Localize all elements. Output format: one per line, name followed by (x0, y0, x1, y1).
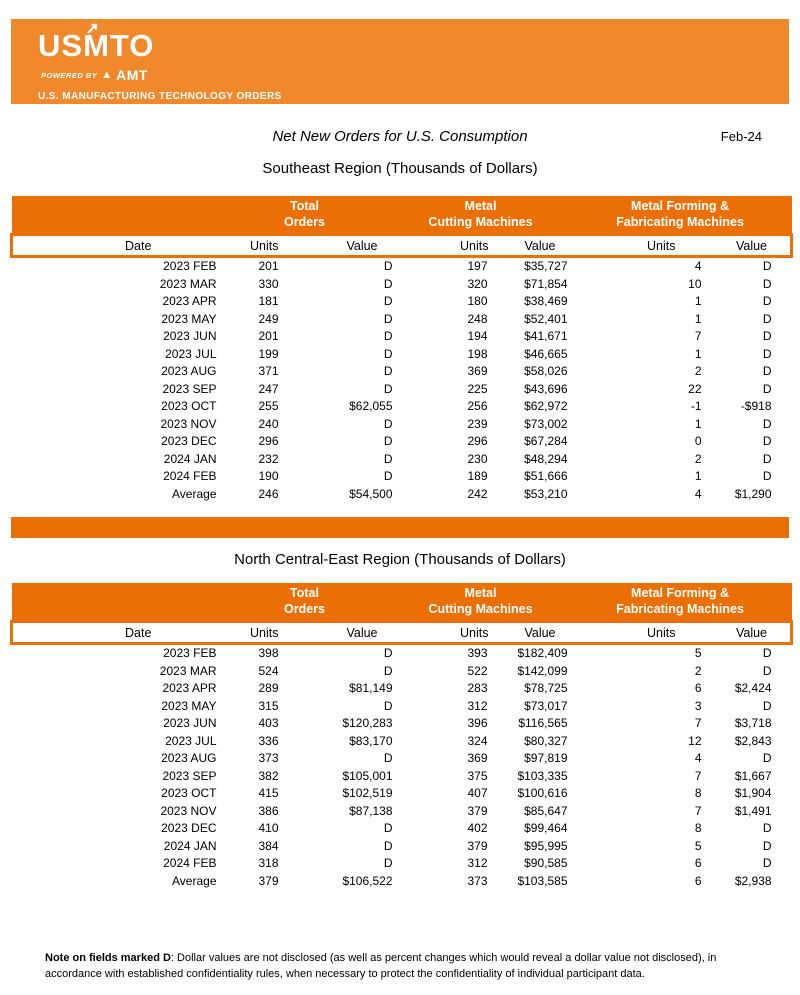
value-cell: 201 (258, 259, 279, 273)
value-cell: D (762, 276, 772, 291)
value-cell: $2,424 (734, 681, 772, 695)
value-cell: $103,585 (517, 873, 568, 888)
value-cell: 194 (467, 329, 488, 343)
value-cell: $3,718 (734, 716, 772, 730)
date-cell: 2024 JAN (163, 838, 217, 853)
date-cell: 2023 JUN (163, 716, 217, 730)
value-cell: $38,469 (524, 294, 568, 308)
value-cell: 318 (258, 856, 279, 870)
value-cell: D (762, 751, 772, 765)
confidentiality-footnote (45, 951, 773, 982)
value-cell: D (383, 646, 393, 660)
value-cell: D (762, 294, 772, 308)
col-header-units: Units (393, 235, 489, 257)
col-header-value: Value (703, 235, 792, 257)
value-cell: -$918 (740, 399, 772, 413)
table-row (12, 680, 792, 698)
table-row (12, 433, 792, 451)
value-cell: D (383, 751, 393, 765)
value-cell: 369 (467, 364, 488, 378)
value-cell: 522 (467, 663, 488, 678)
north-central-east-table (10, 583, 793, 890)
group-header-metal-cutting: Metal Cutting Machines (393, 583, 569, 622)
value-cell: D (383, 329, 393, 343)
value-cell: $2,938 (734, 873, 772, 888)
date-cell: 2023 AUG (161, 751, 217, 765)
value-cell: 6 (694, 856, 702, 870)
col-header-units: Units (217, 622, 279, 644)
value-cell: 7 (694, 803, 702, 818)
value-cell: D (383, 416, 393, 431)
value-cell: D (383, 838, 393, 853)
value-cell: 1 (694, 469, 702, 483)
value-cell: D (383, 259, 393, 273)
value-cell: 6 (694, 873, 702, 888)
value-cell: 1 (694, 346, 702, 361)
value-cell: D (762, 698, 772, 713)
value-cell: 403 (258, 716, 279, 730)
value-cell: $106,522 (342, 873, 393, 888)
table-row (12, 698, 792, 716)
col-header-units: Units (393, 622, 489, 644)
value-cell: 386 (258, 803, 279, 818)
value-cell: 190 (258, 469, 279, 483)
group-header-spacer (12, 196, 217, 235)
value-cell: 189 (467, 469, 488, 483)
value-cell: 336 (258, 733, 279, 748)
group-header-metal-forming: Metal Forming & Fabricating Machines (569, 196, 792, 235)
value-cell: D (383, 698, 393, 713)
table-row (12, 468, 792, 486)
value-cell: $54,500 (349, 486, 393, 501)
col-header-date: Date (12, 622, 217, 644)
value-cell: D (762, 821, 772, 835)
value-cell: 199 (258, 346, 279, 361)
powered-by-row (41, 67, 148, 83)
value-cell: $62,055 (349, 399, 393, 413)
report-title: Net New Orders for U.S. Consumption (272, 128, 528, 145)
value-cell: 415 (258, 786, 279, 800)
value-cell: 2 (694, 451, 702, 466)
value-cell: D (762, 451, 772, 466)
value-cell: $46,665 (524, 346, 568, 361)
value-cell: D (383, 451, 393, 466)
table-row (12, 768, 792, 786)
value-cell: 240 (258, 416, 279, 431)
value-cell: $116,565 (518, 716, 568, 730)
value-cell: 7 (694, 768, 702, 783)
date-cell: 2023 NOV (160, 416, 217, 431)
value-cell: 324 (467, 733, 488, 748)
value-cell: 407 (467, 786, 488, 800)
date-cell: 2023 DEC (161, 434, 217, 448)
value-cell: $87,138 (349, 803, 393, 818)
value-cell: 382 (258, 768, 279, 783)
value-cell: $67,284 (524, 434, 568, 448)
col-header-units: Units (569, 235, 703, 257)
value-cell: $105,001 (342, 768, 393, 783)
value-cell: D (383, 856, 393, 870)
date-cell: 2023 FEB (163, 259, 217, 273)
value-cell: 379 (258, 873, 279, 888)
date-cell: 2023 SEP (162, 768, 217, 783)
value-cell: $78,725 (524, 681, 568, 695)
value-cell: $52,401 (524, 311, 568, 326)
growth-arrow-icon (86, 21, 100, 35)
group-header-spacer (12, 583, 217, 622)
value-cell: 1 (694, 311, 702, 326)
table-row (12, 733, 792, 751)
value-cell: 384 (258, 838, 279, 853)
value-cell: $90,585 (524, 856, 568, 870)
value-cell: 181 (258, 294, 279, 308)
table-average-row (12, 873, 792, 891)
value-cell: 524 (258, 663, 279, 678)
value-cell: 2 (694, 663, 702, 678)
value-cell: D (383, 364, 393, 378)
date-cell: 2024 FEB (163, 469, 217, 483)
value-cell: 379 (467, 803, 488, 818)
value-cell: 396 (467, 716, 488, 730)
north-central-east-table-wrap (10, 583, 790, 890)
table-row (12, 346, 792, 364)
group-header-metal-forming: Metal Forming & Fabricating Machines (569, 583, 792, 622)
value-cell: D (762, 838, 772, 853)
value-cell: $53,210 (524, 486, 568, 501)
section-divider-bar (11, 517, 789, 538)
value-cell: 248 (467, 311, 488, 326)
value-cell: D (383, 821, 393, 835)
date-cell: 2023 AUG (161, 364, 217, 378)
table-row (12, 855, 792, 873)
date-cell: 2023 MAR (159, 663, 217, 678)
group-header-total-orders: Total Orders (217, 583, 393, 622)
value-cell: 283 (467, 681, 488, 695)
region-title-north-central-east: North Central-East Region (Thousands of Dollars) (234, 551, 566, 568)
date-cell: 2023 SEP (162, 381, 217, 396)
date-cell: 2023 OCT (161, 786, 217, 800)
value-cell: $73,002 (524, 416, 568, 431)
col-header-units: Units (217, 235, 279, 257)
table-row (12, 416, 792, 434)
value-cell: D (762, 346, 772, 361)
date-cell: Average (172, 873, 217, 888)
report-period: Feb-24 (720, 129, 762, 144)
value-cell: D (383, 346, 393, 361)
table-average-row (12, 486, 792, 504)
value-cell: D (383, 276, 393, 291)
value-cell: 201 (258, 329, 279, 343)
value-cell: 402 (467, 821, 488, 835)
value-cell: 320 (467, 276, 488, 291)
date-cell: 2023 APR (162, 294, 217, 308)
value-cell: 232 (258, 451, 279, 466)
value-cell: 8 (694, 821, 702, 835)
value-cell: $73,017 (524, 698, 568, 713)
date-cell: 2023 DEC (161, 821, 217, 835)
table-row (12, 715, 792, 733)
value-cell: $102,519 (342, 786, 393, 800)
value-cell: $58,026 (524, 364, 568, 378)
value-cell: 198 (467, 346, 488, 361)
table-row (12, 257, 792, 276)
col-header-value: Value (703, 622, 792, 644)
value-cell: 398 (258, 646, 279, 660)
value-cell: 315 (258, 698, 279, 713)
column-header-row (12, 235, 792, 257)
powered-by-label: POWERED BY (41, 70, 98, 80)
value-cell: 246 (258, 486, 279, 501)
value-cell: $83,170 (349, 733, 393, 748)
date-cell: 2023 JUN (163, 329, 217, 343)
value-cell: 296 (258, 434, 279, 448)
value-cell: 256 (467, 399, 488, 413)
value-cell: D (383, 663, 393, 678)
value-cell: D (762, 856, 772, 870)
col-header-units: Units (569, 622, 703, 644)
value-cell: 330 (258, 276, 279, 291)
col-header-value: Value (279, 622, 393, 644)
value-cell: 8 (694, 786, 702, 800)
value-cell: 247 (258, 381, 279, 396)
report-header (0, 128, 800, 148)
value-cell: $99,464 (524, 821, 568, 835)
date-cell: 2024 JAN (163, 451, 217, 466)
value-cell: 373 (467, 873, 488, 888)
table-row (12, 838, 792, 856)
value-cell: D (762, 311, 772, 326)
usmto-banner (11, 19, 789, 104)
value-cell: 4 (694, 751, 702, 765)
value-cell: 369 (467, 751, 488, 765)
value-cell: 6 (694, 681, 702, 695)
value-cell: $41,671 (524, 329, 568, 343)
value-cell: D (762, 646, 772, 660)
date-cell: 2023 APR (162, 681, 217, 695)
table-row (12, 311, 792, 329)
table-row (12, 381, 792, 399)
table-row (12, 663, 792, 681)
value-cell: 249 (258, 311, 279, 326)
value-cell: $85,647 (524, 803, 568, 818)
value-cell: 7 (694, 329, 702, 343)
value-cell: $120,283 (342, 716, 393, 730)
group-header-row (12, 196, 792, 235)
table-row (12, 276, 792, 294)
value-cell: $1,290 (734, 486, 772, 501)
value-cell: $71,854 (524, 276, 568, 291)
date-cell: 2023 OCT (161, 399, 217, 413)
value-cell: $35,727 (524, 259, 568, 273)
value-cell: $51,666 (524, 469, 568, 483)
value-cell: 4 (694, 486, 702, 501)
value-cell: D (762, 416, 772, 431)
table-row (12, 750, 792, 768)
value-cell: D (383, 294, 393, 308)
usmto-logo: USM TO (38, 29, 154, 63)
value-cell: D (762, 663, 772, 678)
southeast-table (10, 196, 793, 503)
value-cell: 2 (694, 364, 702, 378)
value-cell: $103,335 (517, 768, 568, 783)
column-header-row (12, 622, 792, 644)
value-cell: -1 (690, 399, 702, 413)
value-cell: $95,995 (524, 838, 568, 853)
value-cell: 410 (258, 821, 279, 835)
value-cell: 225 (467, 381, 488, 396)
footnote-body: : Dollar values are not disclosed (as well as percent changes which would reveal a dollar value not disclosed), in accordance with established confidentiality rules, when necessary to protect the confidentiality of individual participant data. (45, 952, 717, 980)
value-cell: $2,843 (734, 733, 772, 748)
amt-label: AMT (116, 67, 148, 83)
group-header-row (12, 583, 792, 622)
value-cell: $43,696 (524, 381, 568, 396)
value-cell: 296 (467, 434, 488, 448)
value-cell: 1 (694, 416, 702, 431)
date-cell: 2023 FEB (163, 646, 217, 660)
value-cell: $1,491 (734, 803, 772, 818)
value-cell: 4 (694, 259, 702, 273)
value-cell: 393 (467, 646, 488, 660)
value-cell: D (762, 364, 772, 378)
date-cell: 2024 FEB (163, 856, 217, 870)
table-row (12, 451, 792, 469)
table-row (12, 293, 792, 311)
date-cell: 2023 MAR (159, 276, 217, 291)
value-cell: 312 (467, 856, 488, 870)
value-cell: D (383, 469, 393, 483)
value-cell: 3 (694, 698, 702, 713)
date-cell: 2023 JUL (165, 346, 217, 361)
value-cell: 312 (467, 698, 488, 713)
value-cell: 22 (688, 381, 702, 396)
value-cell: D (762, 381, 772, 396)
value-cell: $48,294 (524, 451, 568, 466)
value-cell: $80,327 (524, 733, 568, 748)
table-row (12, 363, 792, 381)
value-cell: D (762, 469, 772, 483)
value-cell: $1,904 (734, 786, 772, 800)
value-cell: $81,149 (349, 681, 393, 695)
value-cell: D (762, 434, 772, 448)
value-cell: $1,667 (734, 768, 772, 783)
date-cell: 2023 MAY (161, 698, 217, 713)
date-cell: 2023 JUL (165, 733, 217, 748)
value-cell: 242 (467, 486, 488, 501)
col-header-value: Value (279, 235, 393, 257)
value-cell: 12 (688, 733, 702, 748)
value-cell: 371 (258, 364, 279, 378)
value-cell: 373 (258, 751, 279, 765)
banner-tagline: U.S. MANUFACTURING TECHNOLOGY ORDERS (38, 91, 282, 102)
value-cell: 230 (467, 451, 488, 466)
value-cell: 379 (467, 838, 488, 853)
value-cell: $97,819 (524, 751, 568, 765)
value-cell: 375 (467, 768, 488, 783)
value-cell: $100,616 (517, 786, 568, 800)
group-header-total-orders: Total Orders (217, 196, 393, 235)
value-cell: 180 (467, 294, 488, 308)
footnote-lead: Note on fields marked D (45, 952, 171, 964)
value-cell: 289 (258, 681, 279, 695)
value-cell: 5 (694, 646, 702, 660)
value-cell: 0 (694, 434, 702, 448)
table-row (12, 398, 792, 416)
col-header-value: Value (489, 235, 569, 257)
usmto-logo-m: M (83, 29, 110, 63)
date-cell: Average (172, 486, 217, 501)
table-row (12, 644, 792, 663)
value-cell: 239 (467, 416, 488, 431)
value-cell: 197 (467, 259, 488, 273)
southeast-table-wrap (10, 196, 790, 503)
value-cell: D (383, 434, 393, 448)
value-cell: $142,099 (517, 663, 568, 678)
table-row (12, 820, 792, 838)
col-header-date: Date (12, 235, 217, 257)
value-cell: D (383, 381, 393, 396)
value-cell: $62,972 (524, 399, 568, 413)
col-header-value: Value (489, 622, 569, 644)
value-cell: 255 (258, 399, 279, 413)
date-cell: 2023 NOV (160, 803, 217, 818)
value-cell: 5 (694, 838, 702, 853)
value-cell: D (762, 259, 772, 273)
value-cell: 1 (694, 294, 702, 308)
value-cell: $182,409 (517, 646, 568, 660)
table-row (12, 803, 792, 821)
table-row (12, 328, 792, 346)
amt-logo-icon: ▲ (101, 68, 113, 81)
value-cell: D (762, 329, 772, 343)
region-title-southeast: Southeast Region (Thousands of Dollars) (262, 160, 538, 177)
table-row (12, 785, 792, 803)
date-cell: 2023 MAY (161, 311, 217, 326)
group-header-metal-cutting: Metal Cutting Machines (393, 196, 569, 235)
value-cell: D (383, 311, 393, 326)
value-cell: 10 (688, 276, 702, 291)
value-cell: 7 (694, 716, 702, 730)
